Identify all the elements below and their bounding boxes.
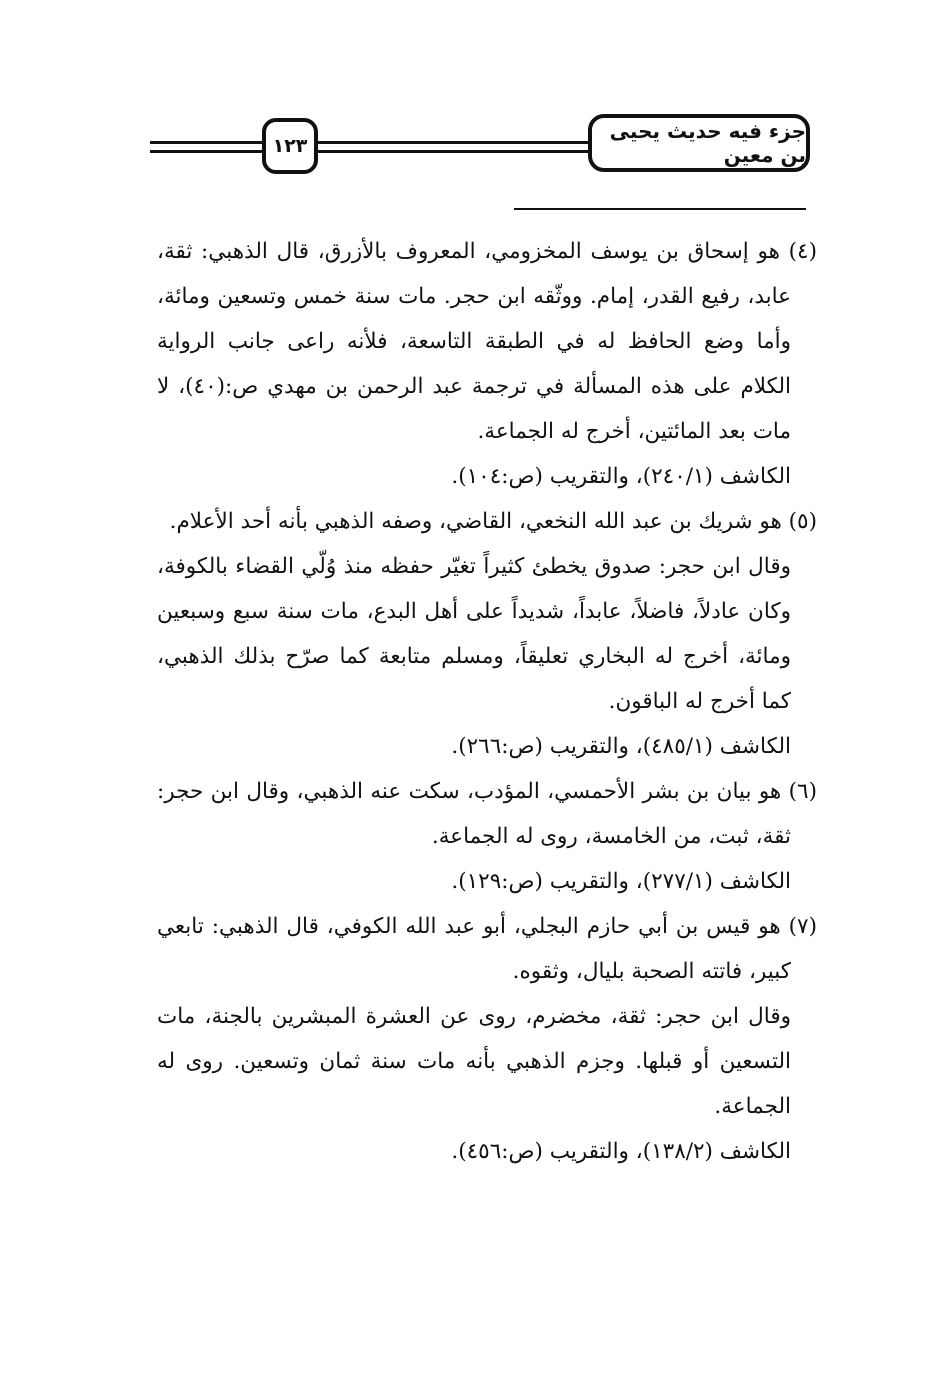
footnote-5-line-2: وقال ابن حجر: صدوق يخطئ كثيراً تغيّر حفظه منذ وُلّي القضاء بالكوفة، (157, 554, 791, 579)
footnote-5-line-1: (٥) هو شريك بن عبد الله النخعي، القاضي، وصفه الذهبي بأنه أحد الأعلام. (169, 509, 817, 534)
footnote-7-reference: الكاشف (١٣٨/٢)، والتقريب (ص:٤٥٦). (451, 1139, 791, 1164)
footnote-7-line-4: التسعين أو قبلها. وجزم الذهبي بأنه مات سنة ثمان وتسعين. روى له (157, 1049, 791, 1074)
footnote-4-line-4: الكلام على هذه المسألة في ترجمة عبد الرحمن بن مهدي ص:(٤٠)، لا (157, 374, 791, 399)
page-number: ١٢٣ (262, 118, 318, 174)
footnote-6-reference: الكاشف (٢٧٧/١)، والتقريب (ص:١٢٩). (451, 869, 791, 894)
footnote-7-line-2: كبير، فاتته الصحبة بليال، وثقوه. (512, 959, 791, 984)
running-title: جزء فيه حديث يحيى بن معين (588, 114, 810, 172)
footnote-5-line-3: وكان عادلاً، فاضلاً، عابداً، شديداً على أهل البدع، مات سنة سبع وسبعين (157, 599, 791, 624)
footnote-number: (٥) (788, 509, 817, 534)
footnote-7-line-1: (٧) هو قيس بن أبي حازم البجلي، أبو عبد الله الكوفي، قال الذهبي: تابعي (157, 914, 817, 939)
footnote-number: (٦) (788, 779, 817, 804)
header-rule-mid-top (318, 141, 588, 144)
header-rule-left-top (150, 141, 262, 144)
footnote-number: (٤) (788, 239, 817, 264)
footnotes-body (157, 229, 817, 1174)
footnote-separator (514, 208, 806, 210)
footnote-6-line-1: (٦) هو بيان بن بشر الأحمسي، المؤدب، سكت عنه الذهبي، وقال ابن حجر: (157, 779, 817, 804)
page-header (0, 0, 945, 200)
footnote-5-reference: الكاشف (٤٨٥/١)، والتقريب (ص:٢٦٦). (451, 734, 791, 759)
footnote-5-line-4: ومائة، أخرج له البخاري تعليقاً، ومسلم متابعة كما صرّح بذلك الذهبي، (157, 644, 791, 669)
header-rule-left-bottom (150, 150, 262, 153)
footnote-6-line-2: ثقة، ثبت، من الخامسة، روى له الجماعة. (431, 824, 791, 849)
footnote-4-line-2: عابد، رفيع القدر، إمام. ووثّقه ابن حجر. مات سنة خمس وتسعين ومائة، (157, 284, 791, 309)
footnote-7-line-3: وقال ابن حجر: ثقة، مخضرم، روى عن العشرة المبشرين بالجنة، مات (157, 1004, 791, 1029)
footnote-4-reference: الكاشف (٢٤٠/١)، والتقريب (ص:١٠٤). (451, 464, 791, 489)
footnote-5-line-5: كما أخرج له الباقون. (608, 689, 791, 714)
header-rule-mid-bottom (318, 150, 588, 153)
footnote-4-line-5: مات بعد المائتين، أخرج له الجماعة. (477, 419, 791, 444)
footnote-7-line-5: الجماعة. (714, 1094, 791, 1119)
footnote-4-line-3: وأما وضع الحافظ له في الطبقة التاسعة، فلأنه راعى جانب الرواية (157, 329, 791, 354)
footnote-number: (٧) (788, 914, 817, 939)
footnote-4-line-1: (٤) هو إسحاق بن يوسف المخزومي، المعروف بالأزرق، قال الذهبي: ثقة، (157, 239, 817, 264)
